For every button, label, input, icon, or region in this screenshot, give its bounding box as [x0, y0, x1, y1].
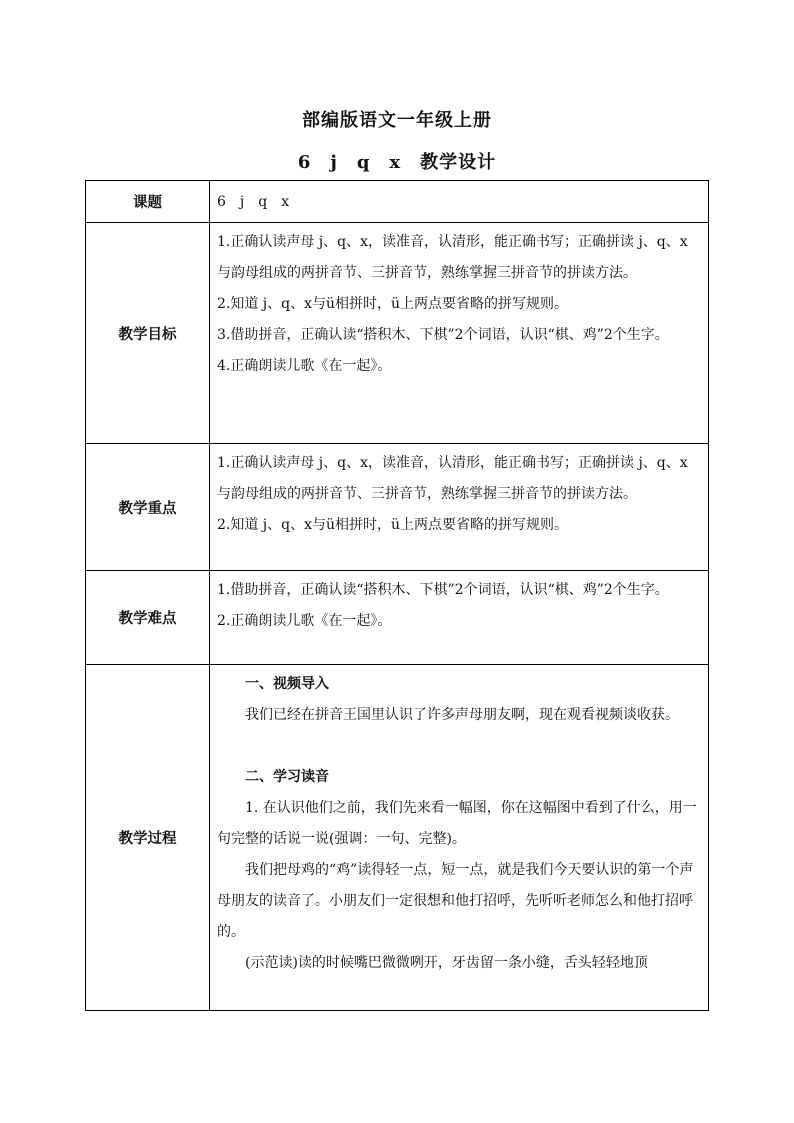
key-point-item: 2.知道 j、q、x与ü相拼时，ü上两点要省略的拼写规则。	[217, 517, 569, 533]
table-row-difficulties	[86, 571, 709, 665]
process-paragraph: (示范读)读的时候嘴巴微微咧开，牙齿留一条小缝，舌头轻轻地顶	[245, 955, 648, 971]
table-row-key-points	[86, 444, 709, 571]
table-row-objectives	[86, 223, 709, 444]
objectives-cell	[210, 223, 709, 444]
process-paragraph: 我们把母鸡的“鸡”读得轻一点，短一点，就是我们今天要认识的第一个声母朋友的读音了。小朋友们一定很想和他打招呼，先听听老师怎么和他打招呼的。	[217, 862, 694, 940]
table-row-process	[86, 665, 709, 1011]
table-row-topic	[86, 181, 709, 223]
process-paragraph: 我们已经在拼音王国里认识了许多声母朋友啊，现在观看视频谈收获。	[245, 707, 679, 723]
section-heading: 一、视频导入	[245, 676, 329, 692]
objective-item: 2.知道 j、q、x与ü相拼时，ü上两点要省略的拼写规则。	[217, 296, 569, 312]
key-point-item: 1.正确认读声母 j、q、x，读准音，认清形，能正确书写；正确拼读 j、q、x与韵母组成的两拼音节、三拼音节，熟练掌握三拼音节的拼读方法。	[217, 455, 688, 502]
process-label: 教学过程	[86, 665, 210, 1011]
topic-label: 课题	[86, 181, 210, 223]
topic-value: 6 j q x	[210, 181, 709, 223]
key-points-cell	[210, 444, 709, 571]
lesson-plan-table	[85, 180, 709, 1011]
document-subtitle: 6 j q x 教学设计	[297, 152, 497, 173]
difficulty-item: 2.正确朗读儿歌《在一起》。	[217, 613, 392, 629]
process-paragraph: 1. 在认识他们之前，我们先来看一幅图，你在这幅图中看到了什么，用一句完整的话说一说(强调：一句、完整)。	[217, 800, 697, 847]
section-heading: 二、学习读音	[245, 769, 329, 785]
document-title: 部编版语文一年级上册	[302, 110, 492, 131]
key-points-label: 教学重点	[86, 444, 210, 571]
difficulties-label: 教学难点	[86, 571, 210, 665]
difficulty-item: 1.借助拼音，正确认读“搭积木、下棋”2个词语，认识“棋、鸡”2个生字。	[217, 582, 669, 598]
objectives-label: 教学目标	[86, 223, 210, 444]
blank-line	[217, 731, 700, 762]
objective-item: 4.正确朗读儿歌《在一起》。	[217, 358, 392, 374]
objective-item: 1.正确认读声母 j、q、x，读准音，认清形，能正确书写；正确拼读 j、q、x与韵母组成的两拼音节、三拼音节，熟练掌握三拼音节的拼读方法。	[217, 234, 688, 281]
difficulties-cell	[210, 571, 709, 665]
objective-item: 3.借助拼音，正确认读“搭积木、下棋”2个词语，认识“棋、鸡”2个生字。	[217, 327, 669, 343]
process-cell	[210, 665, 709, 1011]
